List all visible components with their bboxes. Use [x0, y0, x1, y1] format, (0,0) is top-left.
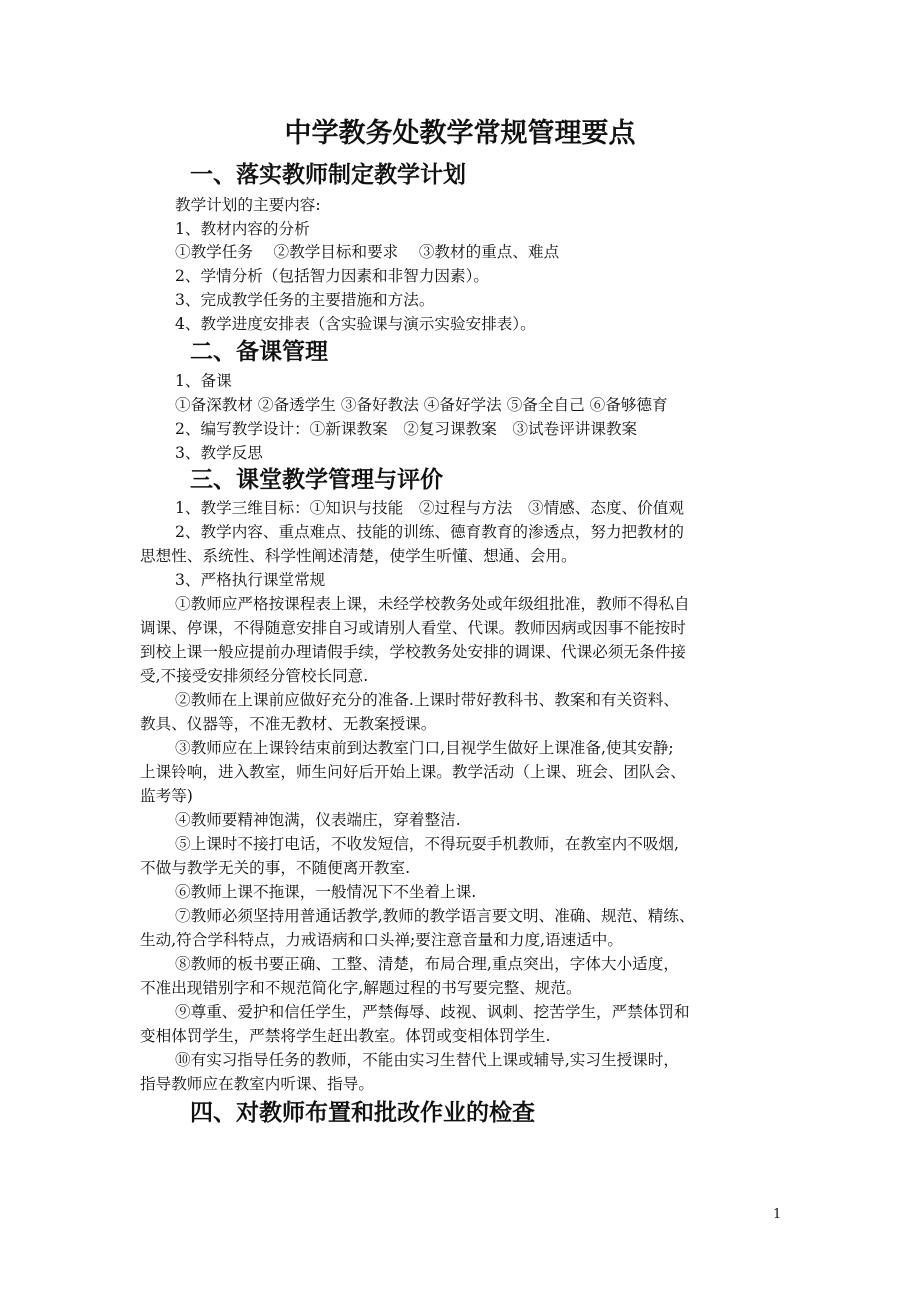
paragraph-line: ⑥教师上课不拖课，一般情况下不坐着上课.	[175, 883, 477, 901]
paragraph-line: ④教师要精神饱满，仪表端庄，穿着整洁.	[175, 811, 461, 829]
paragraph-line: ⑩有实习指导任务的教师，不能由实习生替代上课或辅导,实习生授课时，	[175, 1051, 679, 1069]
paragraph-line: 生动,符合学科特点，力戒语病和口头禅;要注意音量和力度,语速适中。	[140, 931, 623, 949]
paragraph-line: 3、严格执行课堂常规	[175, 571, 326, 589]
section-1-heading: 一、落实教师制定教学计划	[190, 162, 466, 188]
paragraph-line: ⑨尊重、爱护和信任学生，严禁侮辱、歧视、讽刺、挖苦学生，严禁体罚和	[175, 1003, 690, 1021]
page-number: 1	[773, 1207, 782, 1222]
paragraph-line: ⑤上课时不接打电话，不收发短信，不得玩耍手机教师，在教室内不吸烟,	[175, 835, 679, 853]
paragraph-line: ③教师应在上课铃结束前到达教室门口,目视学生做好上课准备,使其安静;	[175, 739, 674, 757]
paragraph-line: 调课、停课，不得随意安排自习或请别人看堂、代课。教师因病或因事不能按时	[140, 619, 686, 637]
paragraph-line: ①备深教材 ②备透学生 ③备好教法 ④备好学法 ⑤备全自己 ⑥备够德育	[175, 396, 668, 414]
paragraph-line: 2、编写教学设计：①新课教案 ②复习课教案 ③试卷评讲课教案	[175, 420, 638, 438]
section-4-heading: 四、对教师布置和批改作业的检查	[190, 1100, 535, 1126]
paragraph-line: 2、教学内容、重点难点、技能的训练、德育教育的渗透点，努力把教材的	[175, 523, 684, 541]
paragraph-line: 指导教师应在教室内听课、指导。	[140, 1075, 374, 1093]
section-2-heading: 二、备课管理	[190, 339, 328, 365]
paragraph-line: ⑦教师必须坚持用普通话教学,教师的教学语言要文明、准确、规范、精练、	[175, 907, 695, 925]
paragraph-line: 思想性、系统性、科学性阐述清楚，使学生听懂、想通、会用。	[140, 547, 577, 565]
paragraph-line: ①教学任务 ②教学目标和要求 ③教材的重点、难点	[175, 243, 560, 261]
paragraph-line: 4、教学进度安排表（含实验课与演示实验安排表）。	[175, 315, 536, 333]
paragraph-line: 3、教学反思	[175, 444, 263, 462]
paragraph-line: 2、学情分析（包括智力因素和非智力因素）。	[175, 267, 489, 285]
section-3-heading: 三、课堂教学管理与评价	[190, 467, 443, 493]
paragraph-line: 不做与教学无关的事，不随便离开教室.	[140, 859, 411, 877]
paragraph-line: 3、完成教学任务的主要措施和方法。	[175, 291, 435, 309]
paragraph-line: 上课铃响，进入教室，师生问好后开始上课。教学活动（上课、班会、团队会、	[140, 763, 686, 781]
paragraph-line: 1、教学三维目标：①知识与技能 ②过程与方法 ③情感、态度、价值观	[175, 499, 684, 517]
paragraph-line: 监考等)	[140, 787, 193, 805]
paragraph-line: 1、备课	[175, 372, 232, 390]
paragraph-line: ⑧教师的板书要正确、工整、清楚，布局合理,重点突出，字体大小适度，	[175, 955, 679, 973]
paragraph-line: 教具、仪器等，不准无教材、无教案授课。	[140, 715, 437, 733]
paragraph-line: 1、教材内容的分析	[175, 220, 310, 238]
paragraph-line: 变相体罚学生，严禁将学生赶出教室。体罚或变相体罚学生.	[140, 1027, 551, 1045]
paragraph-line: 到校上课一般应提前办理请假手续，学校教务处安排的调课、代课必须无条件接	[140, 643, 686, 661]
paragraph-line: 受,不接受安排须经分管校长同意.	[140, 667, 369, 685]
paragraph-line: 不准出现错别字和不规范简化字,解题过程的书写要完整、规范。	[140, 979, 582, 997]
paragraph-line: ②教师在上课前应做好充分的准备.上课时带好教科书、教案和有关资料、	[175, 691, 679, 709]
paragraph-line: ①教师应严格按课程表上课，未经学校教务处或年级组批准，教师不得私自	[175, 595, 690, 613]
document-title: 中学教务处教学常规管理要点	[284, 118, 636, 149]
paragraph-line: 教学计划的主要内容:	[175, 196, 321, 214]
